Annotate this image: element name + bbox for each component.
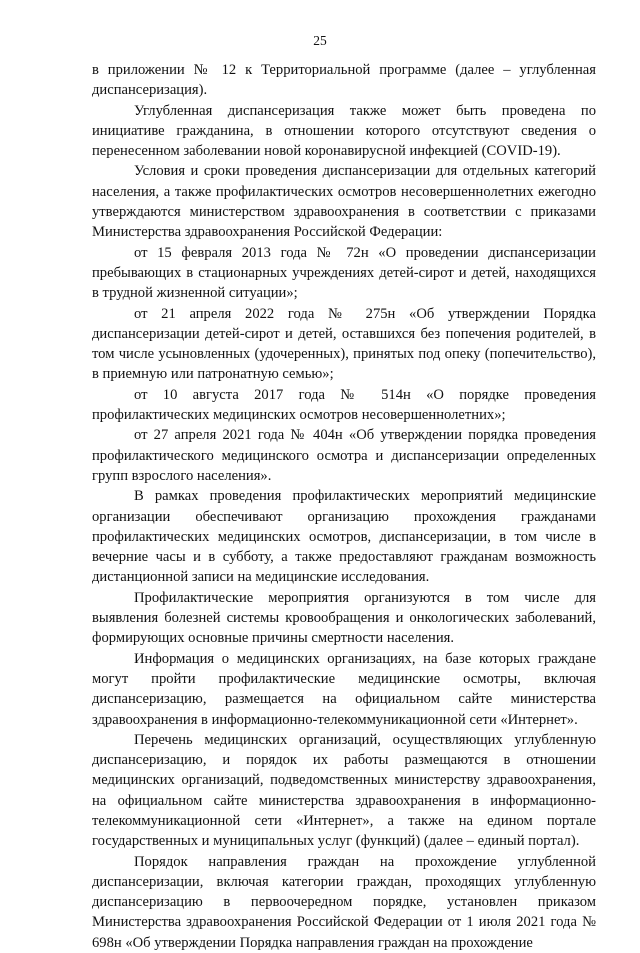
paragraph: В рамках проведения профилактических мероприятий медицинские организации обеспечивают организацию прохождения гражданами профилактических медицинских осмотров, диспансеризации, в том числе в вечерние часы и в субботу, а также предоставляют гражданам возможность дистанционной записи на медицинские исследования. [92,488,596,586]
page-number: 25 [313,33,327,48]
paragraph: от 15 февраля 2013 года № 72н «О проведении диспансеризации пребывающих в стационарных учреждениях детей-сирот и детей, находящихся в трудной жизненной ситуации»; [92,244,596,302]
paragraph: Условия и сроки проведения диспансеризации для отдельных категорий населения, а также профилактических осмотров несовершеннолетних ежегодно утверждаются министерством здравоохранения в соответствии с приказами Министерства здравоохранения Российской Федерации: [92,163,596,241]
paragraph: от 27 апреля 2021 года № 404н «Об утверждении порядка проведения профилактического медицинского осмотра и диспансеризации определенных групп взрослого населения». [92,427,596,484]
paragraph: в приложении № 12 к Территориальной программе (далее – углубленная диспансеризация). [92,62,596,99]
paragraph: от 10 августа 2017 года № 514н «О порядке проведения профилактических медицинских осмотров несовершеннолетних»; [92,386,596,424]
paragraph: Профилактические мероприятия организуются в том числе для выявления болезней системы кровообращения и онкологических заболеваний, формирующих основные причины смертности населения. [92,589,596,647]
paragraph: Углубленная диспансеризация также может быть проведена по инициативе гражданина, в отношении которого отсутствуют сведения о перенесенном заболевании новой коронавирусной инфекцией (COVID-19). [92,102,596,160]
paragraph: Перечень медицинских организаций, осуществляющих углубленную диспансеризацию, и порядок их работы размещаются в отношении медицинских организаций, подведомственных министерству здравоохранения, на официальном сайте министерства здравоохранения в информационно-телекоммуникационной сети «Интернет», а также на едином портале государственных и муниципальных услуг (функций) (далее – единый портал). [92,731,596,850]
body-text [92,60,596,953]
paragraph: Порядок направления граждан на прохождение углубленной диспансеризации, включая категории граждан, проходящих углубленную диспансеризацию в первоочередном порядке, установлен приказом Министерства здравоохранения Российской Федерации от 1 июля 2021 года № 698н «Об утверждении Порядка направления граждан на прохождение [92,853,596,951]
paragraph: от 21 апреля 2022 года № 275н «Об утверждении Порядка диспансеризации детей-сирот и детей, оставшихся без попечения родителей, в том числе усыновленных (удочеренных), принятых под опеку (попечительство), в приемную или патронатную семью»; [92,305,596,383]
paragraph: Информация о медицинских организациях, на базе которых граждане могут пройти профилактические медицинские осмотры, включая диспансеризацию, размещается на официальном сайте министерства здравоохранения в информационно-телекоммуникационной сети «Интернет». [92,650,596,728]
